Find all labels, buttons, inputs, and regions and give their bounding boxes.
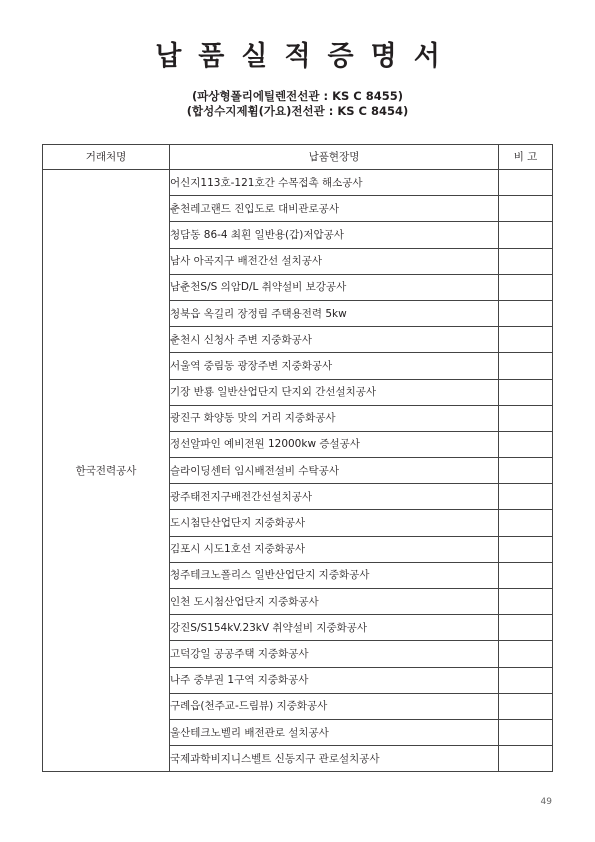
remarks-cell: [499, 719, 553, 745]
remarks-cell: [499, 693, 553, 719]
site-name-cell: 춘천시 신청사 주변 지중화공사: [170, 327, 499, 353]
site-name-cell: 광주태전지구배전간선설치공사: [170, 484, 499, 510]
remarks-cell: [499, 458, 553, 484]
document-subtitle-1: (파상형폴리에틸렌전선관 : KS C 8455): [192, 89, 403, 103]
site-name-cell: 광진구 화양동 맛의 거리 지중화공사: [170, 405, 499, 431]
client-name-cell: 한국전력공사: [43, 170, 170, 772]
remarks-cell: [499, 196, 553, 222]
site-name-cell: 남사 아곡지구 배전간선 설치공사: [170, 248, 499, 274]
site-name-cell: 슬라이딩센터 임시배전설비 수탁공사: [170, 458, 499, 484]
remarks-cell: [499, 589, 553, 615]
remarks-cell: [499, 327, 553, 353]
table-header-row: [43, 145, 553, 170]
remarks-cell: [499, 562, 553, 588]
site-name-cell: 춘천레고랜드 진입도로 대비관로공사: [170, 196, 499, 222]
site-name-cell: 나주 중부권 1구역 지중화공사: [170, 667, 499, 693]
table-row: [43, 170, 553, 196]
document-subtitle-2: (합성수지제휨(가요)전선관 : KS C 8454): [186, 104, 409, 118]
site-name-cell: 기장 반룡 일반산업단지 단지외 간선설치공사: [170, 379, 499, 405]
remarks-cell: [499, 300, 553, 326]
site-name-cell: 어신지113호-121호간 수목접촉 해소공사: [170, 170, 499, 196]
remarks-cell: [499, 222, 553, 248]
remarks-cell: [499, 746, 553, 772]
remarks-cell: [499, 274, 553, 300]
remarks-cell: [499, 484, 553, 510]
site-name-cell: 고덕강일 공공주택 지중화공사: [170, 641, 499, 667]
remarks-cell: [499, 615, 553, 641]
remarks-cell: [499, 353, 553, 379]
site-name-cell: 울산테크노벨리 배전관로 설치공사: [170, 719, 499, 745]
site-name-cell: 강진S/S154kV.23kV 취약설비 지중화공사: [170, 615, 499, 641]
site-name-cell: 도시첨단산업단지 지중화공사: [170, 510, 499, 536]
site-name-cell: 청북읍 옥길리 장정림 주택용전력 5kw: [170, 300, 499, 326]
site-name-cell: 국제과학비지니스벨트 신동지구 관로설치공사: [170, 746, 499, 772]
remarks-cell: [499, 248, 553, 274]
site-name-cell: 청담동 86-4 최흰 일반용(갑)저압공사: [170, 222, 499, 248]
site-name-cell: 김포시 시도1호선 지중화공사: [170, 536, 499, 562]
site-name-cell: 구례읍(천주교-드림뷰) 지중화공사: [170, 693, 499, 719]
site-name-cell: 서울역 중림동 광장주변 지중화공사: [170, 353, 499, 379]
site-name-cell: 인천 도시첨산업단지 지중화공사: [170, 589, 499, 615]
header-remarks: 비 고: [499, 145, 553, 170]
header-client: 거래처명: [43, 145, 170, 170]
table-body: [43, 170, 553, 772]
site-name-cell: 청주테크노폴리스 일반산업단지 지중화공사: [170, 562, 499, 588]
page-number: 49: [540, 797, 552, 807]
remarks-cell: [499, 510, 553, 536]
remarks-cell: [499, 641, 553, 667]
remarks-cell: [499, 431, 553, 457]
header-site: 납품현장명: [170, 145, 499, 170]
remarks-cell: [499, 405, 553, 431]
delivery-record-table: [42, 144, 553, 772]
site-name-cell: 남춘천S/S 의암D/L 취약설비 보강공사: [170, 274, 499, 300]
remarks-cell: [499, 667, 553, 693]
site-name-cell: 정선알파인 예비전원 12000kw 증설공사: [170, 431, 499, 457]
document-title: 납품실적증명서: [155, 41, 457, 72]
remarks-cell: [499, 379, 553, 405]
remarks-cell: [499, 536, 553, 562]
remarks-cell: [499, 170, 553, 196]
